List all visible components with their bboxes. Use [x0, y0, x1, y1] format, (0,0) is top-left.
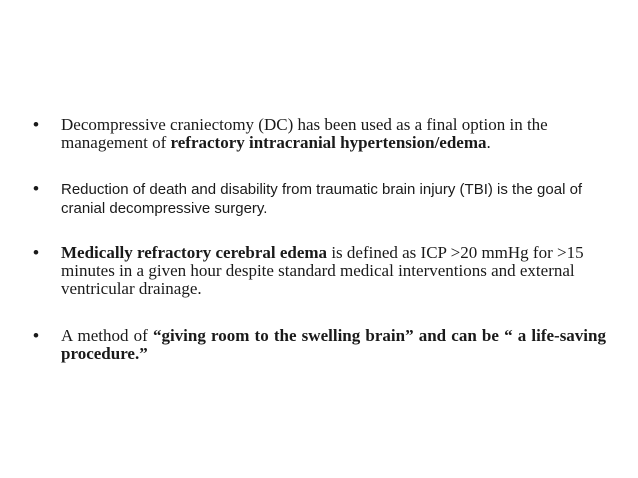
bullet-dot: •: [33, 179, 39, 198]
bullet-3-emphasis: Medically refractory cerebral edema: [61, 243, 328, 262]
bullet-text-1: [61, 116, 606, 152]
bullet-4-part-1: A method of: [61, 326, 153, 345]
bullet-dot: •: [33, 115, 39, 134]
bullet-item-3: [33, 244, 606, 298]
bullet-item-4: [33, 327, 606, 363]
bullet-item-2: [33, 180, 606, 218]
bullet-1-emphasis: refractory intracranial hypertension/edema: [170, 133, 487, 152]
bullet-text-3: [61, 244, 606, 298]
bullet-1-part-1: Decompressive craniectomy (DC) has been used as a final option in the management of: [61, 115, 548, 152]
bullet-4-emphasis: “giving room to the swelling brain” and can be “ a life-saving procedure.”: [61, 326, 606, 363]
bullet-dot: •: [33, 326, 39, 345]
bullet-text-4: [61, 327, 606, 363]
bullet-3-part-2: is defined as ICP >20 mmHg for >15 minutes in a given hour despite standard medical interventions and external ventricular drainage.: [61, 243, 584, 298]
bullet-item-1: [33, 116, 606, 152]
bullet-2-part-1: Reduction of death and disability from traumatic brain injury (TBI) is the goal of cranial decompressive surgery.: [61, 181, 583, 217]
bullet-text-2: [61, 180, 606, 218]
bullet-1-part-3: .: [486, 133, 491, 152]
bullet-dot: •: [33, 243, 39, 262]
